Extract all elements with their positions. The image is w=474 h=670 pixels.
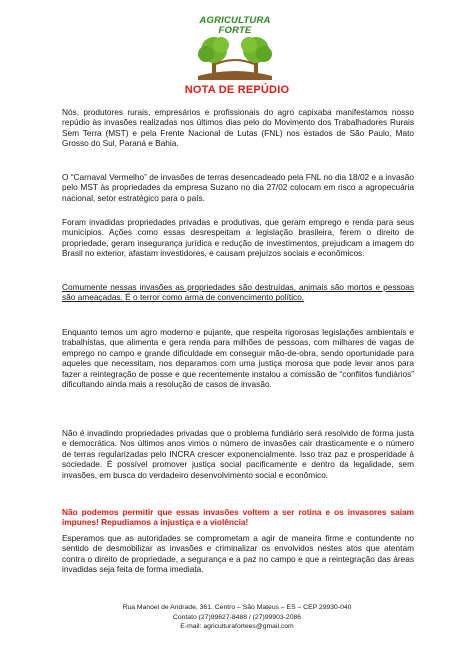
footer [0, 603, 474, 632]
paragraph-2: O “Carnaval Vermelho” de invasões de terras desencadeado pela FNL no dia 18/02 e a invasão pelo MST às propriedades da empresa Suzano no dia 27/02 colocam em risco a agropecuária nacional, setor estratégico para o país. [62, 172, 414, 203]
paragraph-4-underlined: Comumente nessas invasões as propriedades são destruídas, animais são mortos e pessoas são ameaçadas. É o terror como arma de convencimento político. [62, 282, 414, 303]
paragraph-8: Esperamos que as autoridades se comprometam a agir de maneira firme e contundente no sentido de desmobilizar as invasões e criminalizar os envolvidos nestes atos que atentam contra o direito de propriedade, a segurança e a paz no campo e que a reintegração das áreas invadidas seja feita de forma imediata. [62, 533, 414, 575]
paragraph-7-highlight: Não podemos permitir que essas invasões voltem a ser rotina e os invasores saiam impunes! Repudiamos a injustiça e a violência! [62, 507, 414, 528]
footer-address: Rua Manoel de Andrade, 361. Centro – São Mateus – ES – CEP 29930-040 [122, 604, 352, 611]
logo-line-1: AGRICULTURA [199, 15, 271, 26]
page-title: NOTA DE REPÚDIO [184, 84, 290, 96]
agricultura-forte-logo [190, 16, 280, 80]
paragraph-6: Não é invadindo propriedades privadas que o problema fundiário será resolvido de forma justa e democrática. Nos últimos anos vimos o número de invasões cair drasticamente e o número de terras regularizadas pelo INCRA crescer exponencialmente. Isso traz paz e prosperidade à sociedade. É possível promover justiça social pacificamente e dentro da legalidade, sem invasões, em busca do verdadeiro desenvolvimento social e econômico. [62, 428, 414, 480]
footer-email: E-mail: agriculturafortees@gmail.com [180, 623, 294, 631]
paragraph-5: Enquanto temos um agro moderno e pujante, que respeita rigorosas legislações ambientais e trabalhistas, que alimenta e gera renda para milhões de pessoas, com milhares de vagas de emprego no campo e grande dificuldade em conseguir mão-de-obra, sendo oportunidade para aqueles que necessitam, nos deparamos com uma justiça morosa que pode levar anos para fazer a reintegração de posse e que recentemente instalou a comissão de “conflitos fundiários” dificultando ainda mais a resolução de casos de invasão. [62, 327, 414, 390]
footer-contact: Contato (27)99627-8488 / (27)99903-2086 [172, 613, 302, 621]
trees-icon [190, 36, 280, 80]
paragraph-3: Foram invadidas propriedades privadas e produtivas, que geram emprego e renda para seus municípios. Ações como essas desrespeitam a legislação brasileira, ferem o direito de propriedade, geram insegurança jurídica e redução de investimentos, prejudicam a imagem do Brasil no exterior, afastam investidores, e causam prejuízos sociais e econômicos. [62, 217, 414, 259]
logo-line-2: FORTE [218, 25, 252, 36]
paragraph-1: Nós, produtores rurais, empresários e profissionais do agro capixaba manifestamos nosso repúdio às invasões realizadas nos últimos dias pelo do Movimento dos Trabalhadores Rurais Sem Terra (MST) e pela Frente Nacional de Lutas (FNL) nos estados de São Paulo, Mato Grosso do Sul, Paraná e Bahia. [62, 107, 414, 149]
